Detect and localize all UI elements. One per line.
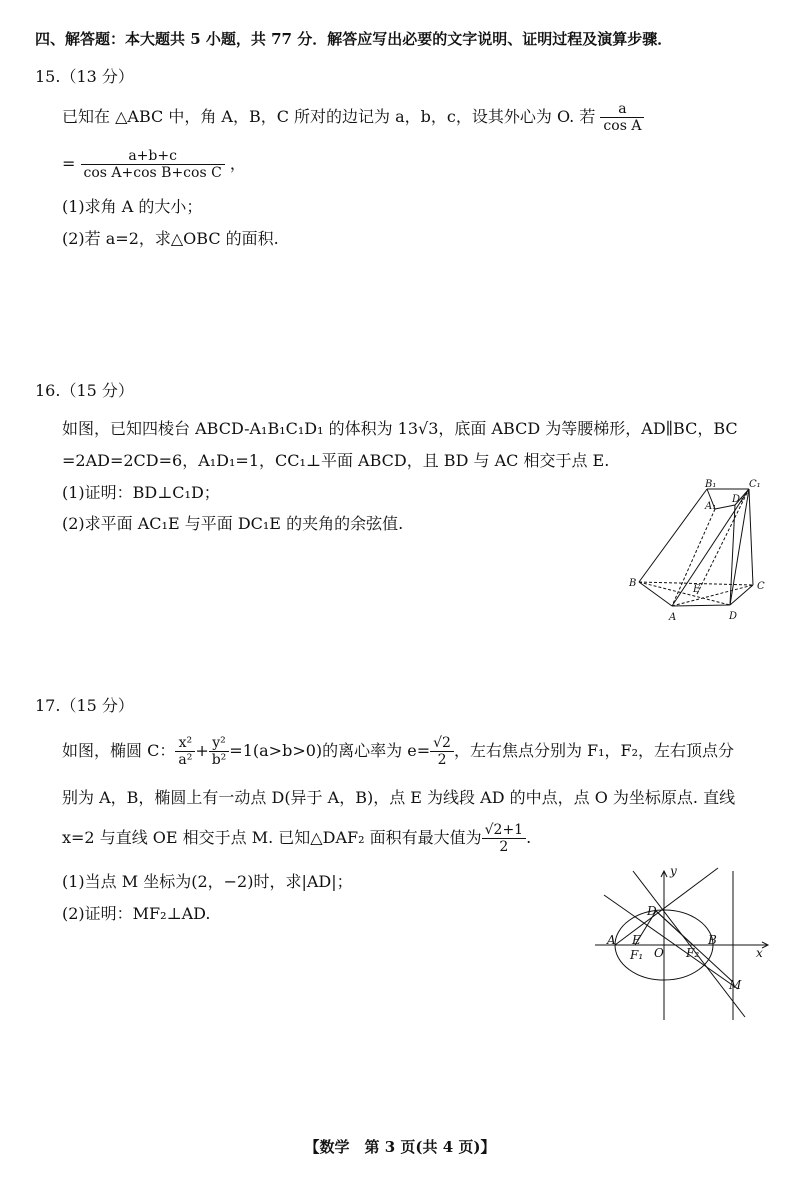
- q17-frac-x-num: x²: [175, 735, 195, 752]
- q16-part1: (1)证明：BD⊥C₁D；: [62, 483, 220, 502]
- q17-ellipse-figure: [590, 865, 775, 1025]
- q15-frac1-den: cos A: [603, 118, 642, 135]
- label-d: D: [729, 611, 738, 622]
- q17-frac-x-den: a²: [178, 752, 193, 769]
- label-b: B: [708, 933, 717, 947]
- q15-line2: [62, 148, 246, 181]
- label-a: A: [669, 612, 677, 623]
- page-footer: 【数学 第 3 页(共 4 页)】: [304, 1138, 496, 1156]
- q15-line2-tail: ，: [229, 154, 246, 174]
- label-x: x: [756, 946, 763, 960]
- q17-plus: +: [195, 741, 209, 761]
- q17-frac-y-num: y²: [209, 735, 230, 752]
- edge-cc1: [749, 489, 753, 585]
- label-d1: D₁: [732, 494, 745, 505]
- q17-header: 17.（15 分）: [35, 696, 134, 715]
- q17-frac-e-den: 2: [437, 752, 447, 769]
- label-e: E: [693, 584, 701, 595]
- label-y: y: [670, 864, 677, 878]
- label-f2: F₂: [686, 946, 700, 960]
- q15-frac1: [600, 101, 644, 134]
- label-b: B: [629, 578, 637, 589]
- edge-ba: [639, 582, 672, 606]
- q17-frac-m: [482, 822, 526, 855]
- q17-part1: (1)当点 M 坐标为(2，−2)时，求|AD|；: [62, 872, 353, 891]
- label-e: E: [632, 933, 641, 947]
- q15-header: 15.（13 分）: [35, 67, 134, 86]
- q16-line2: =2AD=2CD=6，A₁D₁=1，CC₁⊥平面 ABCD，且 BD 与 AC 相交于点 E.: [62, 451, 610, 470]
- q15-line1-text: 已知在 △ABC 中，角 A，B，C 所对的边记为 a，b，c，设其外心为 O. 若: [62, 107, 596, 127]
- q17-line1-c: ，左右焦点分别为 F₁，F₂，左右顶点分: [453, 741, 735, 761]
- q16-part2: (2)求平面 AC₁E 与平面 DC₁E 的夹角的余弦值.: [62, 514, 404, 533]
- q15-part2: (2)若 a=2，求△OBC 的面积.: [62, 229, 279, 248]
- q17-part2: (2)证明：MF₂⊥AD.: [62, 904, 211, 923]
- q17-line3: [62, 822, 531, 855]
- q17-frac-e: [430, 735, 454, 768]
- label-o: O: [654, 946, 664, 960]
- edge-a1d1: [715, 505, 735, 509]
- q17-frac-y-den: b²: [211, 752, 227, 769]
- q15-line1: [62, 101, 644, 134]
- q17-line1-b: =1(a>b>0)的离心率为 e=: [229, 741, 431, 761]
- q17-line3-a: x=2 与直线 OE 相交于点 M. 已知△DAF₂ 面积有最大值为: [62, 828, 482, 848]
- q17-line2: 别为 A，B，椭圆上有一动点 D(异于 A，B)，点 E 为线段 AD 的中点，点 O 为坐标原点. 直线: [62, 788, 736, 807]
- q17-line1: [62, 735, 734, 768]
- label-a1: A₁: [705, 501, 717, 512]
- q15-line2-eq: =: [62, 154, 76, 174]
- label-d: D: [647, 904, 657, 918]
- q15-part1: (1)求角 A 的大小；: [62, 197, 203, 216]
- q17-frac-y: [209, 735, 230, 768]
- label-c1: C₁: [749, 479, 761, 490]
- q15-frac2-den: cos A+cos B+cos C: [83, 165, 222, 182]
- section-header: 四、解答题：本大题共 5 小题，共 77 分．解答应写出必要的文字说明、证明过程及演算步骤．: [35, 30, 673, 48]
- q17-line1-a: 如图，椭圆 C：: [62, 741, 176, 761]
- label-b1: B₁: [705, 479, 717, 490]
- label-c: C: [757, 581, 765, 592]
- label-m: M: [729, 978, 742, 992]
- q15-frac1-num: a: [600, 101, 644, 118]
- q16-header: 16.（15 分）: [35, 381, 134, 400]
- q15-frac2: [81, 148, 225, 181]
- q17-frac-m-num: √2+1: [482, 822, 526, 839]
- line-df2: [656, 911, 693, 945]
- diag-bd: [639, 582, 730, 605]
- q16-frustum-figure: [625, 478, 775, 628]
- q17-frac-x: [175, 735, 195, 768]
- line-aux: [604, 895, 738, 989]
- q17-line3-b: .: [526, 828, 532, 848]
- line-ad: [615, 868, 718, 945]
- label-a: A: [607, 933, 616, 947]
- line-om: [633, 871, 745, 1017]
- edge-ad: [672, 605, 730, 606]
- q17-frac-m-den: 2: [499, 839, 509, 856]
- label-f1: F₁: [630, 948, 644, 962]
- q16-line1: 如图，已知四棱台 ABCD-A₁B₁C₁D₁ 的体积为 13√3，底面 ABCD 为等腰梯形，AD∥BC，BC: [62, 419, 738, 438]
- q15-frac2-num: a+b+c: [81, 148, 225, 165]
- q17-frac-e-num: √2: [430, 735, 454, 752]
